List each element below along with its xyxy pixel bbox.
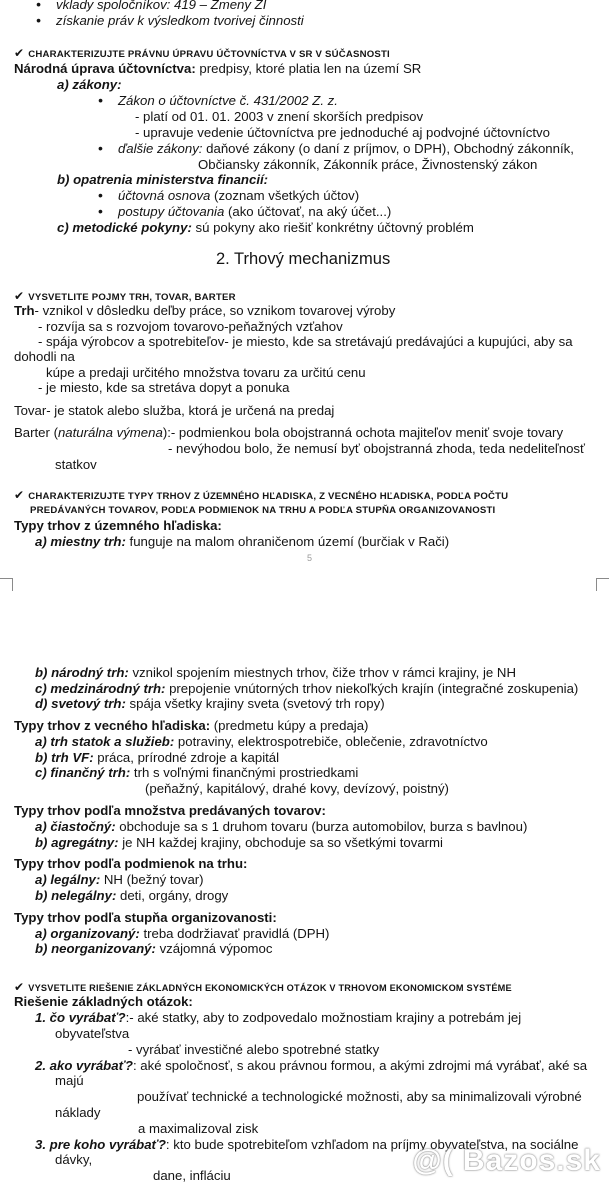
- list-label: b) opatrenia ministerstva financií:: [57, 172, 269, 187]
- page-number: 5: [307, 553, 313, 563]
- text-line: obyvateľstva: [55, 1026, 130, 1041]
- checkmark-icon: ✔: [14, 488, 25, 502]
- list-item: b) trh VF: práca, prírodné zdroje a kapitál: [35, 750, 280, 765]
- document-page-6: [0, 624, 609, 1200]
- bullet-line: • Zákon o účtovníctve č. 431/2002 Z. z.: [118, 93, 338, 108]
- list-item: c) finančný trh: trh s voľnými finančnými prostriedkami: [35, 765, 359, 780]
- section-heading: ✔ CHARAKTERIZUJTE PRÁVNU ÚPRAVU ÚČTOVNÍCTVA V SR V SÚČASNOSTI: [14, 46, 390, 60]
- list-item: b) národný trh: vznikol spojením miestnych trhov, čiže trhov v rámci krajiny, je NH: [35, 665, 516, 680]
- bullet-line: • vklady spoločníkov: 419 – Zmeny ZI: [56, 0, 266, 12]
- text-line: dane, infláciu: [153, 1168, 231, 1183]
- text-line: dávky,: [55, 1152, 93, 1167]
- section-heading: ✔ VYSVETLITE RIEŠENIE ZÁKLADNÝCH EKONOMICKÝCH OTÁZOK V TRHOVOM EKONOMICKOM SYSTÉME: [14, 980, 512, 994]
- subheading: Typy trhov z územného hľadiska:: [14, 518, 222, 533]
- list-item: 1. čo vyrábať?:- aké statky, aby to zodpovedalo možnostiam krajiny a potrebám jej: [35, 1010, 522, 1025]
- text-line: - je miesto, kde sa stretáva dopyt a ponuka: [38, 380, 290, 395]
- text-line: - upravuje vedenie účtovníctva pre jednoduché aj podvojné účtovníctvo: [135, 125, 550, 140]
- bullet-line: • získanie práv k výsledkom tvorivej činnosti: [56, 13, 304, 28]
- watermark-logo: @( Bazos.sk: [412, 1144, 601, 1177]
- text-line: statkov: [55, 457, 97, 472]
- text-line: Občiansky zákonník, Zákonník práce, Živnostenský zákon: [198, 157, 538, 172]
- paragraph: Národná úprava účtovníctva: predpisy, ktoré platia len na území SR: [14, 61, 422, 76]
- text-line: kúpe a predaji určitého množstva tovaru za určitú cenu: [46, 365, 366, 380]
- list-label: a) zákony:: [57, 77, 122, 92]
- list-item: 3. pre koho vyrábať?: kto bude spotrebiteľom vzhľadom na príjmy obyvateľstva, na sociálne: [35, 1137, 579, 1152]
- checkmark-icon: ✔: [14, 980, 25, 994]
- list-item: a) miestny trh: funguje na malom ohraničenom území (burčiak v Rači): [35, 534, 450, 549]
- crop-mark: [596, 578, 609, 591]
- text-line: majú: [55, 1073, 84, 1088]
- subheading: Typy trhov z vecného hľadiska: (predmetu kúpy a predaja): [14, 718, 369, 733]
- page-gap: [0, 576, 609, 624]
- bullet-line: • ďalšie zákony: daňové zákony (o daní z príjmov, o DPH), Obchodný zákonník,: [118, 141, 574, 156]
- list-item: a) organizovaný: treba dodržiavať pravidlá (DPH): [35, 926, 330, 941]
- paragraph: Barter (naturálna výmena):- podmienkou bola obojstranná ochota majiteľov meniť svoje tovary: [14, 425, 564, 440]
- chapter-title: 2. Trhový mechanizmus: [216, 250, 391, 268]
- list-item: b) agregátny: je NH každej krajiny, obchoduje sa so všetkými tovarmi: [35, 835, 443, 850]
- list-item: c) medzinárodný trh: prepojenie vnútorných trhov niekoľkých krajín (integračné zoskupenia): [35, 681, 579, 696]
- checkmark-icon: ✔: [14, 289, 25, 303]
- paragraph: Tovar- je statok alebo služba, ktorá je určená na predaj: [14, 403, 335, 418]
- list-item: c) metodické pokyny: sú pokyny ako riešiť konkrétny účtovný problém: [57, 220, 474, 235]
- list-item: a) čiastočný: obchoduje sa s 1 druhom tovaru (burza automobilov, burza s bavlnou): [35, 819, 528, 834]
- bullet-line: • postupy účtovania (ako účtovať, na aký účet...): [118, 204, 391, 219]
- list-item: 2. ako vyrábať?: aké spoločnosť, s akou právnou formou, a akými zdrojmi má vyrábať, aké sa: [35, 1058, 588, 1073]
- section-heading-cont: PREDÁVANÝCH TOVAROV, PODĽA PODMIENOK NA TRHU A PODĽA STUPŇA ORGANIZOVANOSTI: [30, 505, 496, 516]
- text-line: - nevýhodou bolo, že nemusí byť obojstranná zhoda, teda nedeliteľnosť: [168, 441, 585, 456]
- list-item: b) nelegálny: deti, orgány, drogy: [35, 888, 229, 903]
- list-item: d) svetový trh: spája všetky krajiny sveta (svetový trh ropy): [35, 696, 385, 711]
- text-line: - vyrábať investičné alebo spotrebné statky: [128, 1042, 380, 1057]
- text-line: - platí od 01. 01. 2003 v znení skorších predpisov: [135, 109, 424, 124]
- section-heading: ✔ CHARAKTERIZUJTE TYPY TRHOV Z ÚZEMNÉHO HĽADISKA, Z VECNÉHO HĽADISKA, PODĽA POČTU: [14, 488, 509, 502]
- text-line: náklady: [55, 1105, 101, 1120]
- bullet-line: • účtovná osnova (zoznam všetkých účtov): [118, 188, 359, 203]
- text-line: - spája výrobcov a spotrebiteľov- je miesto, kde sa stretávajú predávajúci a kupujúci, aby sa: [38, 334, 573, 349]
- subheading: Riešenie základných otázok:: [14, 994, 193, 1009]
- section-heading: ✔ VYSVETLITE POJMY TRH, TOVAR, BARTER: [14, 289, 236, 303]
- crop-mark: [0, 578, 13, 591]
- subheading: Typy trhov podľa množstva predávaných tovarov:: [14, 803, 326, 818]
- checkmark-icon: ✔: [14, 46, 25, 60]
- document-page-5: [0, 0, 609, 576]
- subheading: Typy trhov podľa podmienok na trhu:: [14, 856, 248, 871]
- text-line: dohodli na: [14, 349, 75, 364]
- list-item: b) neorganizovaný: vzájomná výpomoc: [35, 941, 273, 956]
- text-line: (peňažný, kapitálový, drahé kovy, devízový, poistný): [145, 781, 449, 796]
- text-line: - rozvíja sa s rozvojom tovarovo-peňažných vzťahov: [38, 319, 343, 334]
- paragraph: Trh- vznikol v dôsledku deľby práce, so vznikom tovarovej výroby: [14, 303, 396, 318]
- list-item: a) trh statok a služieb: potraviny, elektrospotrebiče, oblečenie, zdravotníctvo: [35, 734, 488, 749]
- list-item: a) legálny: NH (bežný tovar): [35, 872, 204, 887]
- subheading: Typy trhov podľa stupňa organizovanosti:: [14, 910, 277, 925]
- text-line: používať technické a technologické možnosti, aby sa minimalizovali výrobné: [137, 1089, 582, 1104]
- text-line: a maximalizoval zisk: [138, 1121, 259, 1136]
